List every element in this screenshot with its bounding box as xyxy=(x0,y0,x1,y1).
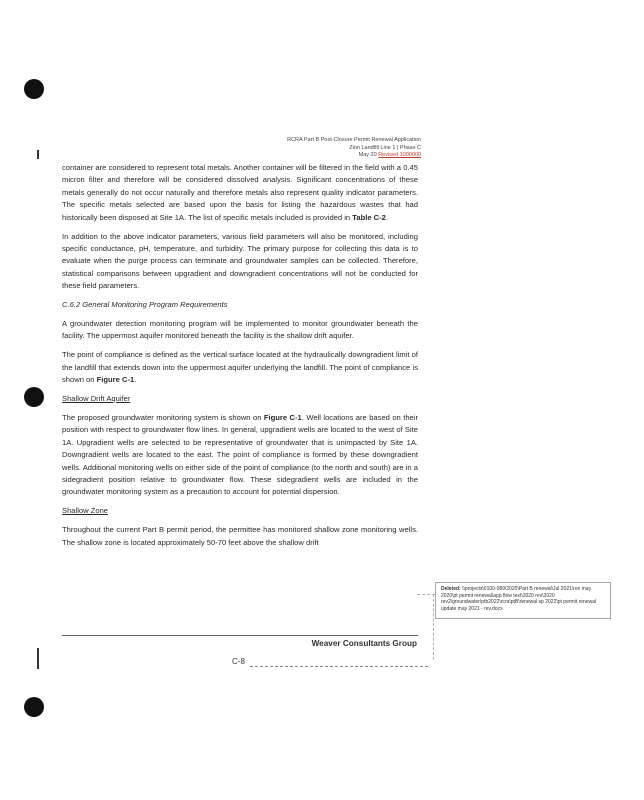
header-title: RCRA Part B Post-Closure Permit Renewal Application xyxy=(287,137,421,143)
punch-hole-bottom xyxy=(24,697,44,717)
page-break-line xyxy=(250,666,428,667)
paragraph-text: . xyxy=(134,375,137,385)
header-date: May 20 xyxy=(358,152,377,158)
subheading-shallow-drift-aquifer: Shallow Drift Aquifer xyxy=(62,394,131,403)
subheading-shallow-zone: Shallow Zone xyxy=(62,506,109,516)
footer-rule xyxy=(62,635,418,636)
footer-company-name: Weaver Consultants Group xyxy=(311,639,417,648)
comment-label: Deleted: xyxy=(441,586,461,592)
paragraph-monitoring-program: A groundwater detection monitoring program will be implemented to monitor groundwater beneath the facility. The uppermost aquifer monitored beneath the facility is the shallow drift aquifer. xyxy=(62,318,418,341)
paragraph-shallow-zone: Throughout the current Part B permit period, the permittee has monitored shallow zone monitoring wells. The shallow zone is located approximately 50-70 feet above the shallow drift xyxy=(62,525,418,547)
punch-hole-middle xyxy=(24,387,44,407)
header-revision-line xyxy=(287,152,421,160)
deleted-comment-balloon[interactable] xyxy=(435,582,611,619)
paragraph-text: The point of compliance is defined as the vertical surface located at the hydraulically downgradient limit of the landfill that extends down into the uppermost aquifer underlying the landfill. The point of compliance is shown on xyxy=(62,350,418,385)
document-body xyxy=(62,162,418,555)
paragraph-text: container are considered to represent total metals. Another container will be filtered in the field with a 0.45 micron filter and therefore will be considered dissolved analysis. Significant concentrations of these metals generally do not occur naturally and therefore metals also represent quality indicator parameters. The specific metals selected are based upon the basis for listing the hazardous wastes that had historically been disposed at Site 1A. The list of specific metals included is provided in xyxy=(62,163,418,222)
paragraph-field-parameters: In addition to the above indicator parameters, various field parameters will also be monitored, including specific conductance, pH, temperature, and turbidity. The primary purpose for collecting this data is to evaluate when the purge process can terminate and groundwater samples can be collected. Therefore, statistical comparisons between upgradient and downgradient concentrations will not be conducted for these field parameters. xyxy=(62,231,418,291)
paragraph-metals xyxy=(62,162,418,224)
comment-connector-vertical xyxy=(433,594,434,660)
header-revision-link[interactable]: Revised 1000000 xyxy=(378,152,421,158)
paragraph-point-of-compliance xyxy=(62,349,418,386)
paragraph-text: The proposed groundwater monitoring system is shown on xyxy=(62,412,262,422)
table-reference: Table C-2 xyxy=(352,212,386,222)
header-subtitle: Zion Landfill Line 1 | Phase C xyxy=(349,144,421,151)
figure-reference: Figure C-1 xyxy=(96,375,135,385)
figure-reference: Figure C-1 xyxy=(263,412,302,422)
comment-text: \\projects\0100-089\2020\Part B renewal\Jul 2021\rev may 2020\pt permit renewal\app flow text\2020 rev\2020 rev2\groundwater\ptb2022\rcra\ptB\renewal sp 2022\pt permit renewal update may 2021 - rev.docx xyxy=(441,586,597,612)
paragraph-text: . Well locations are based on their position with respect to groundwater flow lines. In general, upgradient wells are located to the west of Site 1A. Upgradient wells are selected to be representative of groundwater that is unimpacted by Site 1A. Downgradient wells are located to the east. The point of compliance is formed by these downgradient wells. Additional monitoring wells on either side of the point of compliance (to the north and south) are in a sidegradient position relative to groundwater flow. These sidegradient wells are included in the groundwater monitoring system as a precaution to account for potential dispersion. xyxy=(62,412,418,497)
margin-mark-bottom xyxy=(37,648,39,669)
running-header xyxy=(287,137,421,160)
margin-mark-top xyxy=(37,150,39,159)
section-heading-c62: C.6.2 General Monitoring Program Requirements xyxy=(62,300,228,310)
paragraph-shallow-drift xyxy=(62,412,418,499)
page-number: C-8 xyxy=(232,657,245,666)
punch-hole-top xyxy=(24,79,44,99)
paragraph-text: . xyxy=(385,212,389,222)
